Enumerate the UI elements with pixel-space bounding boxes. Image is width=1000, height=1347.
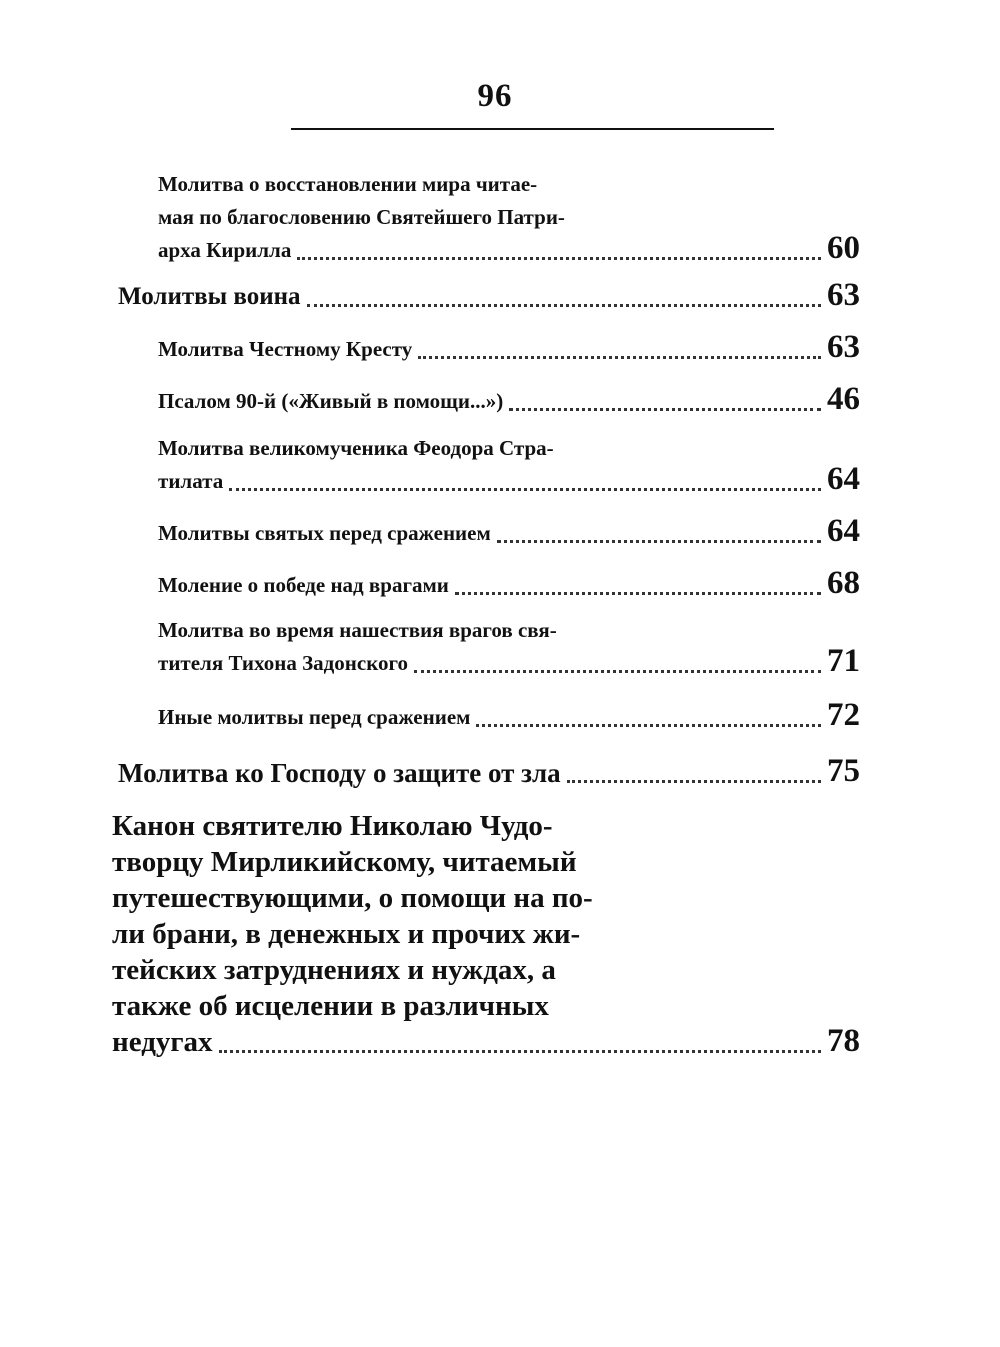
toc-entry-last-line [158,234,827,267]
toc-section-title: Молитва ко Господу о защите от зла [118,758,561,788]
toc-entry-title-end: арха Кирилла [158,238,292,262]
toc-page-number: 63 [827,329,860,365]
toc-page-number: 60 [827,230,860,266]
header-rule [291,128,774,130]
toc-page-number: 63 [827,277,860,313]
toc-entry-last-line [158,647,827,680]
toc-entry-last-line [158,569,827,602]
dot-leader [219,1050,821,1053]
toc-page-number: 72 [827,697,860,733]
toc-section [118,752,860,790]
toc-section [112,808,860,1060]
toc-entry-line: Молитва о восстановлении мира читае- [158,172,538,196]
toc-entry-text [158,569,827,602]
toc-entry [158,168,860,267]
toc-section [118,276,860,314]
dot-leader [455,592,821,595]
toc-entry-text [158,168,827,267]
toc-entry-last-line [158,465,827,498]
toc-entry-title-end: Моление о победе над врагами [158,573,449,597]
toc-entry-title-end: Молитвы святых перед сражением [158,521,491,545]
toc-entry-text [158,517,827,550]
toc-entry [158,614,860,680]
toc-entry-line: Молитва великомученика Феодора Стра- [158,436,554,460]
toc-page-number: 64 [827,461,860,497]
toc-section-line: тейских затруднениях и нуждах, а [112,954,556,986]
toc-entry-last-line [118,280,827,314]
toc-entry-last-line [158,517,827,550]
dot-leader [476,724,821,727]
dot-leader [418,356,821,359]
dot-leader [307,304,821,307]
page-number: 96 [477,78,513,114]
toc-entry-title-end: тителя Тихона Задонского [158,651,409,675]
toc-section-title: Молитвы воина [118,283,301,310]
dot-leader [567,780,821,783]
toc-entry [158,512,860,550]
dot-leader [297,257,821,260]
toc-entry-line: Молитва во время нашествия врагов свя- [158,618,557,642]
toc-entry-title-end: Псалом 90-й («Живый в помощи...») [158,389,504,413]
dot-leader [509,408,821,411]
dot-leader [497,540,821,543]
toc-entry-text [158,432,827,498]
toc-entry [158,564,860,602]
toc-entry [158,432,860,498]
toc-section-line: ли брани, в денежных и прочих жи- [112,918,581,950]
toc-entry-title-end: Иные молитвы перед сражением [158,705,471,729]
toc-page-number: 78 [827,1023,860,1059]
toc-section-line: также об исцелении в различных [112,990,549,1022]
toc-section-title-end: недугах [112,1026,213,1058]
toc-entry-title-end: Молитва Честному Кресту [158,337,413,361]
toc-entry-text [158,614,827,680]
toc-section-line: творцу Мирликийскому, читаемый [112,846,577,878]
toc-entry-title-end: тилата [158,469,224,493]
toc-entry-line: мая по благословению Святейшего Патри- [158,205,565,229]
toc-entry-text [118,280,827,314]
toc-entry [158,328,860,366]
toc-page-number: 71 [827,643,860,679]
toc-entry-last-line [118,756,827,790]
toc-entry-last-line [158,333,827,366]
dot-leader [414,670,821,673]
toc-entry-last-line [158,701,827,734]
toc-entry-text [118,756,827,790]
toc-entry-text [158,333,827,366]
toc-entry [158,696,860,734]
toc-entry-last-line [112,1024,827,1060]
toc-entry-text [112,808,827,1060]
toc-entry [158,380,860,418]
toc-page-number: 68 [827,565,860,601]
toc-section-line: Канон святителю Николаю Чудо- [112,810,553,842]
dot-leader [229,488,821,491]
toc-page-number: 46 [827,381,860,417]
toc-section-line: путешествующими, о помощи на по- [112,882,593,914]
toc-entry-text [158,701,827,734]
toc-page-number: 64 [827,513,860,549]
toc-page-number: 75 [827,753,860,789]
toc-entry-last-line [158,385,827,418]
toc-entry-text [158,385,827,418]
